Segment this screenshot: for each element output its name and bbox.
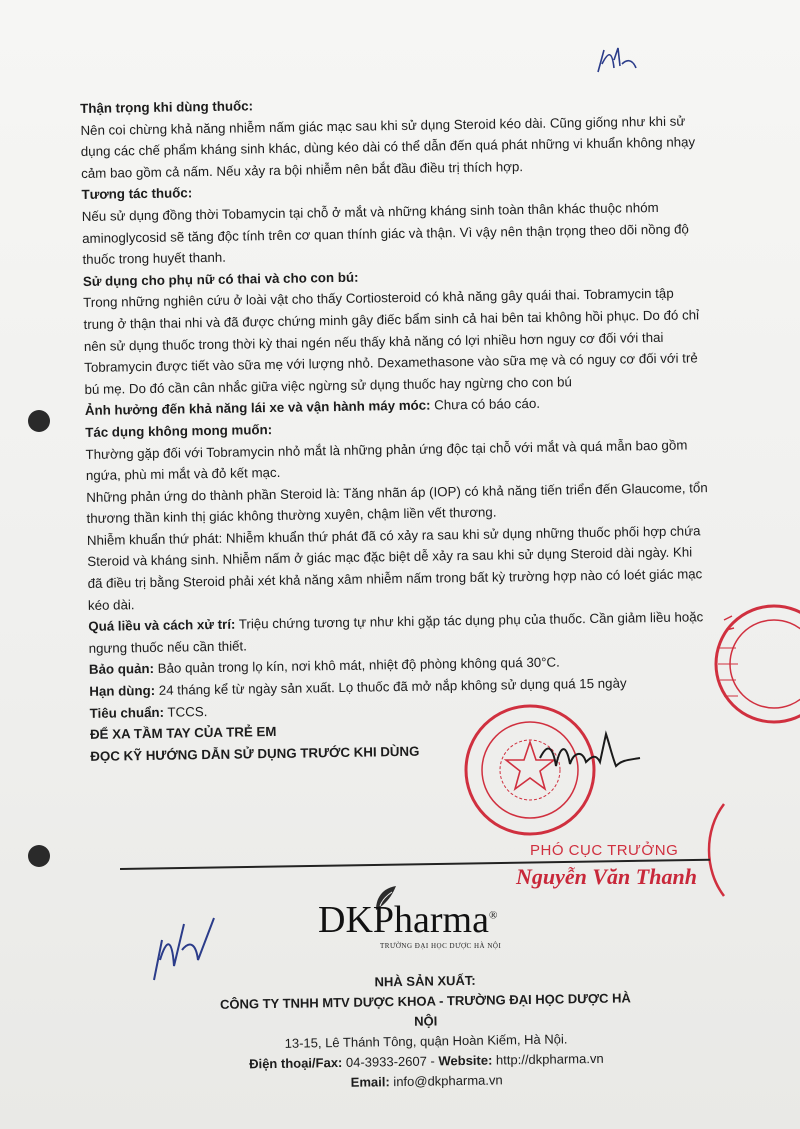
section-heading: Bảo quản:: [88, 661, 155, 678]
text-line: thương thần kinh thị giác không thường xuyên, chậm liền vết thương.: [86, 504, 497, 527]
text-line: Những phản ứng do thành phần Steroid là: Tăng nhãn áp (IOP) có khả năng tiến triển đến Glaucome, tổn: [86, 479, 708, 505]
email-link[interactable]: info@dkpharma.vn: [389, 1072, 503, 1090]
text-line: cảm bao gồm cả nấm. Nếu xảy ra bội nhiễm nên bắt đầu điều trị thích hợp.: [81, 158, 524, 181]
text-line: 24 tháng kể từ ngày sản xuất. Lọ thuốc đã mở nắp không sử dụng quá 15 ngày: [154, 675, 627, 698]
section-heading: Tác dụng không mong muốn:: [85, 421, 273, 440]
text-line: Nên coi chừng khả năng nhiễm nấm giác mạc sau khi sử dụng Steroid kéo dài. Cũng giống như khi sử: [80, 113, 686, 138]
manufacturer-block: [210, 968, 642, 1095]
punch-hole: [28, 845, 50, 867]
text-line: bú mẹ. Do đó cần cân nhắc giữa việc ngừng sử dụng thuốc hay ngừng cho con bú: [84, 374, 572, 397]
leaflet-body: [80, 88, 720, 767]
text-line: Steroid và kháng sinh. Nhiễm nấm ở giác mạc đặc biệt dễ xảy ra sau khi sử dụng Steroid dài ngày. Khi: [87, 544, 693, 570]
approval-name: Nguyễn Văn Thanh: [516, 864, 697, 889]
section-heading: Sử dụng cho phụ nữ có thai và cho con bú:: [82, 269, 359, 289]
warning-read-instructions: ĐỌC KỸ HƯỚNG DẪN SỬ DỤNG TRƯỚC KHI DÙNG: [90, 743, 420, 764]
registered-mark: ®: [488, 909, 498, 922]
head-signature: [536, 726, 646, 786]
initials-signature: [592, 42, 652, 82]
text-line: Thường gặp đối với Tobramycin nhỏ mắt là những phản ứng độc tại chỗ với mắt và quá mẫn bao gồm: [85, 437, 688, 462]
warning-keep-away: ĐỂ XA TẦM TAY CỦA TRẺ EM: [89, 724, 277, 743]
section-heading: Quá liều và cách xử trí:: [88, 616, 236, 635]
text-line: Trong những nghiên cứu ở loài vật cho thấy Cortiosteroid có khả năng gây quái thai. Tobramycin tập: [83, 286, 674, 311]
logo-tagline: TRƯỜNG ĐẠI HỌC DƯỢC HÀ NỘI: [380, 942, 502, 950]
text-line: ngứa, phù mi mắt và đỏ kết mạc.: [85, 464, 281, 484]
website-link[interactable]: http://dkpharma.vn: [492, 1050, 604, 1068]
text-line: Nhiễm khuẩn thứ phát: Nhiễm khuẩn thứ phát đã có xảy ra sau khi sử dụng những thuốc phối hợp chứa: [86, 523, 701, 548]
section-adverse-effects: [85, 412, 718, 616]
manufacturer-company: CÔNG TY TNHH MTV DƯỢC KHOA - TRƯỜNG ĐẠI HỌC DƯỢC HÀ NỘI: [219, 990, 631, 1029]
text-line: Triệu chứng tương tự như khi gặp tác dụng phụ của thuốc. Cần giảm liều hoặc: [235, 609, 704, 632]
text-line: Chưa có báo cáo.: [430, 396, 541, 413]
approval-title: PHÓ CỤC TRƯỞNG: [530, 842, 679, 859]
text-line: nên sử dụng thuốc trong thời kỳ thai ngén nếu thấy khả năng có lợi nhiều hơn nguy cơ đối với thai: [83, 329, 664, 354]
section-heading: Thận trọng khi dùng thuốc:: [80, 98, 254, 116]
section-heading: Tiêu chuẩn:: [89, 704, 165, 721]
text-line: Tobramycin được tiết vào sữa mẹ với lượng nhỏ. Dexamethasone vào sữa mẹ và có nguy cơ đối với trẻ: [84, 350, 698, 376]
manufacturer-title: NHÀ SẢN XUẤT:: [374, 972, 476, 990]
section-heading: Hạn dùng:: [89, 682, 156, 699]
section-heading: Tương tác thuốc:: [81, 185, 193, 203]
phone-label: Điện thoại/Fax:: [249, 1054, 343, 1072]
section-precautions: [80, 88, 711, 184]
text-line: ngưng thuốc nếu cần thiết.: [88, 638, 247, 656]
logo-pharma: Pharma: [372, 899, 489, 941]
manufacturer-address: 13-15, Lê Thánh Tông, quận Hoàn Kiếm, Hà Nội.: [284, 1031, 568, 1051]
company-stamp: [664, 600, 800, 730]
section-heading: Ảnh hưởng đến khả năng lái xe và vận hành máy móc:: [84, 397, 431, 419]
text-line: đã điều trị bằng Steroid phải xét khả năng xâm nhiễm nấm trong bất kỳ trường hợp nào có loét giác mạc: [87, 566, 703, 592]
text-line: aminoglycosid sẽ tăng độc tính trên cơ quan thính giác và thận. Vì vậy nên thận trọng theo dõi nồng độ: [82, 221, 689, 246]
text-line: Nếu sử dụng đồng thời Tobamycin tại chỗ ở mắt và những kháng sinh toàn thân khác thuộc nhóm: [81, 199, 659, 224]
phone-value: 04-3933-2607 -: [342, 1053, 439, 1070]
logo-dk: DK: [318, 899, 373, 941]
email-label: Email:: [350, 1074, 390, 1090]
text-line: thuốc trong huyết thanh.: [82, 249, 227, 268]
section-pregnancy: [83, 261, 715, 400]
text-line: kéo dài.: [87, 596, 135, 613]
text-line: TCCS.: [163, 703, 208, 720]
text-line: dụng các chế phẩm kháng sinh khác, dùng kéo dài có thể dẫn đến quá phát những vi khuẩn không nhạy: [80, 134, 696, 160]
punch-hole: [28, 410, 50, 432]
website-label: Website:: [438, 1052, 493, 1069]
text-line: Bảo quản trong lọ kín, nơi khô mát, nhiệt độ phòng không quá 30°C.: [153, 654, 560, 677]
section-interactions: [81, 174, 712, 270]
dkpharma-logo: [318, 890, 518, 950]
text-line: trung ở thận thai nhi và đã được chứng minh gây điếc bẩm sinh cả hai bên tai không hồi phục. Do đó chỉ: [83, 307, 700, 332]
